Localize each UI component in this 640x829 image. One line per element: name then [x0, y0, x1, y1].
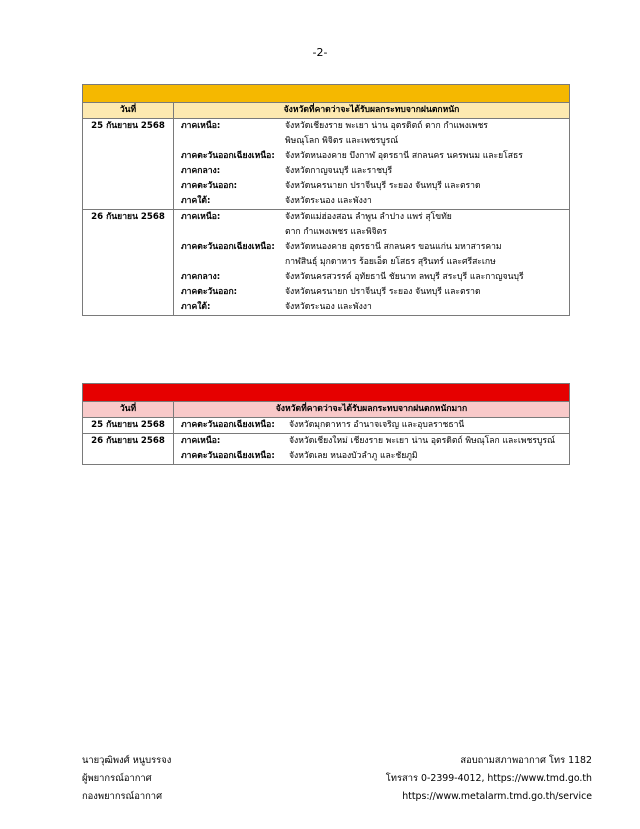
- region-name: [181, 255, 285, 270]
- province-list: จังหวัดเชียงราย พะเยา น่าน อุตรดิตถ์ ตาก กำแพงเพชร: [285, 121, 488, 131]
- region-name: ภาคตะวันออก:: [181, 181, 238, 191]
- forecaster-name: นายวุฒิพงศ์ หนูบรรจง: [82, 755, 172, 766]
- province-list: จังหวัดระนอง และพังงา: [285, 302, 372, 312]
- table-row: [83, 434, 570, 465]
- page-number: -2-: [312, 46, 328, 59]
- forecaster-position: ผู้พยากรณ์อากาศ: [82, 773, 152, 784]
- region-name: ภาคใต้:: [181, 302, 211, 312]
- province-list: จังหวัดแม่ฮ่องสอน ลำพูน ลำปาง แพร่ สุโขทัย: [285, 212, 452, 222]
- province-list: จังหวัดมุกดาหาร อำนาจเจริญ และอุบลราชธานี: [289, 420, 465, 430]
- region-name: [181, 134, 285, 149]
- row-regions: [174, 210, 570, 316]
- region-name: ภาคใต้:: [181, 196, 211, 206]
- region-grid: [177, 418, 566, 433]
- region-name: ภาคตะวันออก:: [181, 287, 238, 297]
- contact-fax-web: โทรสาร 0-2399-4012, https://www.tmd.go.th: [385, 773, 592, 784]
- footer-forecaster: [82, 752, 171, 806]
- region-grid: [177, 434, 566, 464]
- province-list: จังหวัดระนอง และพังงา: [285, 196, 372, 206]
- region-grid: [177, 119, 566, 209]
- header-date: วันที่: [83, 402, 174, 418]
- province-list: จังหวัดเลย หนองบัวลำภู และชัยภูมิ: [289, 451, 418, 461]
- header-area: จังหวัดที่คาดว่าจะได้รับผลกระทบจากฝนตกหนัก: [174, 103, 570, 119]
- very-heavy-rain-table: [82, 383, 570, 465]
- table-header: [83, 103, 570, 119]
- region-name: ภาคตะวันออกเฉียงเหนือ:: [181, 242, 275, 252]
- table-banner: [83, 85, 570, 103]
- table-banner: [83, 384, 570, 402]
- region-name: ภาคกลาง:: [181, 166, 221, 176]
- region-name: ภาคตะวันออกเฉียงเหนือ:: [181, 420, 275, 430]
- banner-cell: [83, 384, 570, 402]
- province-list: จังหวัดนครนายก ปราจีนบุรี ระยอง จันทบุรี และตราด: [285, 181, 481, 191]
- region-name: ภาคกลาง:: [181, 272, 221, 282]
- banner-cell: [83, 85, 570, 103]
- province-list: จังหวัดหนองคาย บึงกาฬ อุดรธานี สกลนคร นครพนม และยโสธร: [285, 151, 523, 161]
- row-date: 26 กันยายน 2568: [83, 434, 174, 465]
- province-list: กาฬสินธุ์ มุกดาหาร ร้อยเอ็ด ยโสธร สุรินทร์ และศรีสะเกษ: [285, 257, 496, 267]
- province-list: จังหวัดกาญจนบุรี และราชบุรี: [285, 166, 393, 176]
- row-date: 25 กันยายน 2568: [83, 418, 174, 434]
- province-list: จังหวัดหนองคาย อุดรธานี สกลนคร ขอนแก่น มหาสารคาม: [285, 242, 502, 252]
- table-header: [83, 402, 570, 418]
- contact-service-url: https://www.metalarm.tmd.go.th/service: [402, 791, 592, 802]
- row-regions: [174, 434, 570, 465]
- row-date: 26 กันยายน 2568: [83, 210, 174, 316]
- heavy-rain-table: [82, 84, 570, 316]
- footer-contact: [386, 752, 592, 806]
- province-list: จังหวัดนครสวรรค์ อุทัยธานี ชัยนาท ลพบุรี สระบุรี และกาญจนบุรี: [285, 272, 524, 282]
- row-regions: [174, 119, 570, 210]
- province-list: จังหวัดเชียงใหม่ เชียงราย พะเยา น่าน อุตรดิตถ์ พิษณุโลก และเพชรบูรณ์: [289, 436, 555, 446]
- row-date: 25 กันยายน 2568: [83, 119, 174, 210]
- region-name: ภาคเหนือ:: [181, 212, 221, 222]
- region-name: ภาคเหนือ:: [181, 121, 221, 131]
- region-name: ภาคตะวันออกเฉียงเหนือ:: [181, 151, 275, 161]
- region-name: ภาคเหนือ:: [181, 436, 221, 446]
- region-name: ภาคตะวันออกเฉียงเหนือ:: [181, 451, 275, 461]
- header-area: จังหวัดที่คาดว่าจะได้รับผลกระทบจากฝนตกหนักมาก: [174, 402, 570, 418]
- table-row: [83, 418, 570, 434]
- contact-phone: สอบถามสภาพอากาศ โทร 1182: [460, 755, 592, 766]
- region-grid: [177, 210, 566, 315]
- province-list: พิษณุโลก พิจิตร และเพชรบูรณ์: [285, 136, 399, 146]
- row-regions: [174, 418, 570, 434]
- province-list: ตาก กำแพงเพชร และพิจิตร: [285, 227, 387, 237]
- forecaster-division: กองพยากรณ์อากาศ: [82, 791, 163, 802]
- table-row: [83, 210, 570, 316]
- province-list: จังหวัดนครนายก ปราจีนบุรี ระยอง จันทบุรี และตราด: [285, 287, 481, 297]
- region-name: [181, 225, 285, 240]
- header-date: วันที่: [83, 103, 174, 119]
- table-row: [83, 119, 570, 210]
